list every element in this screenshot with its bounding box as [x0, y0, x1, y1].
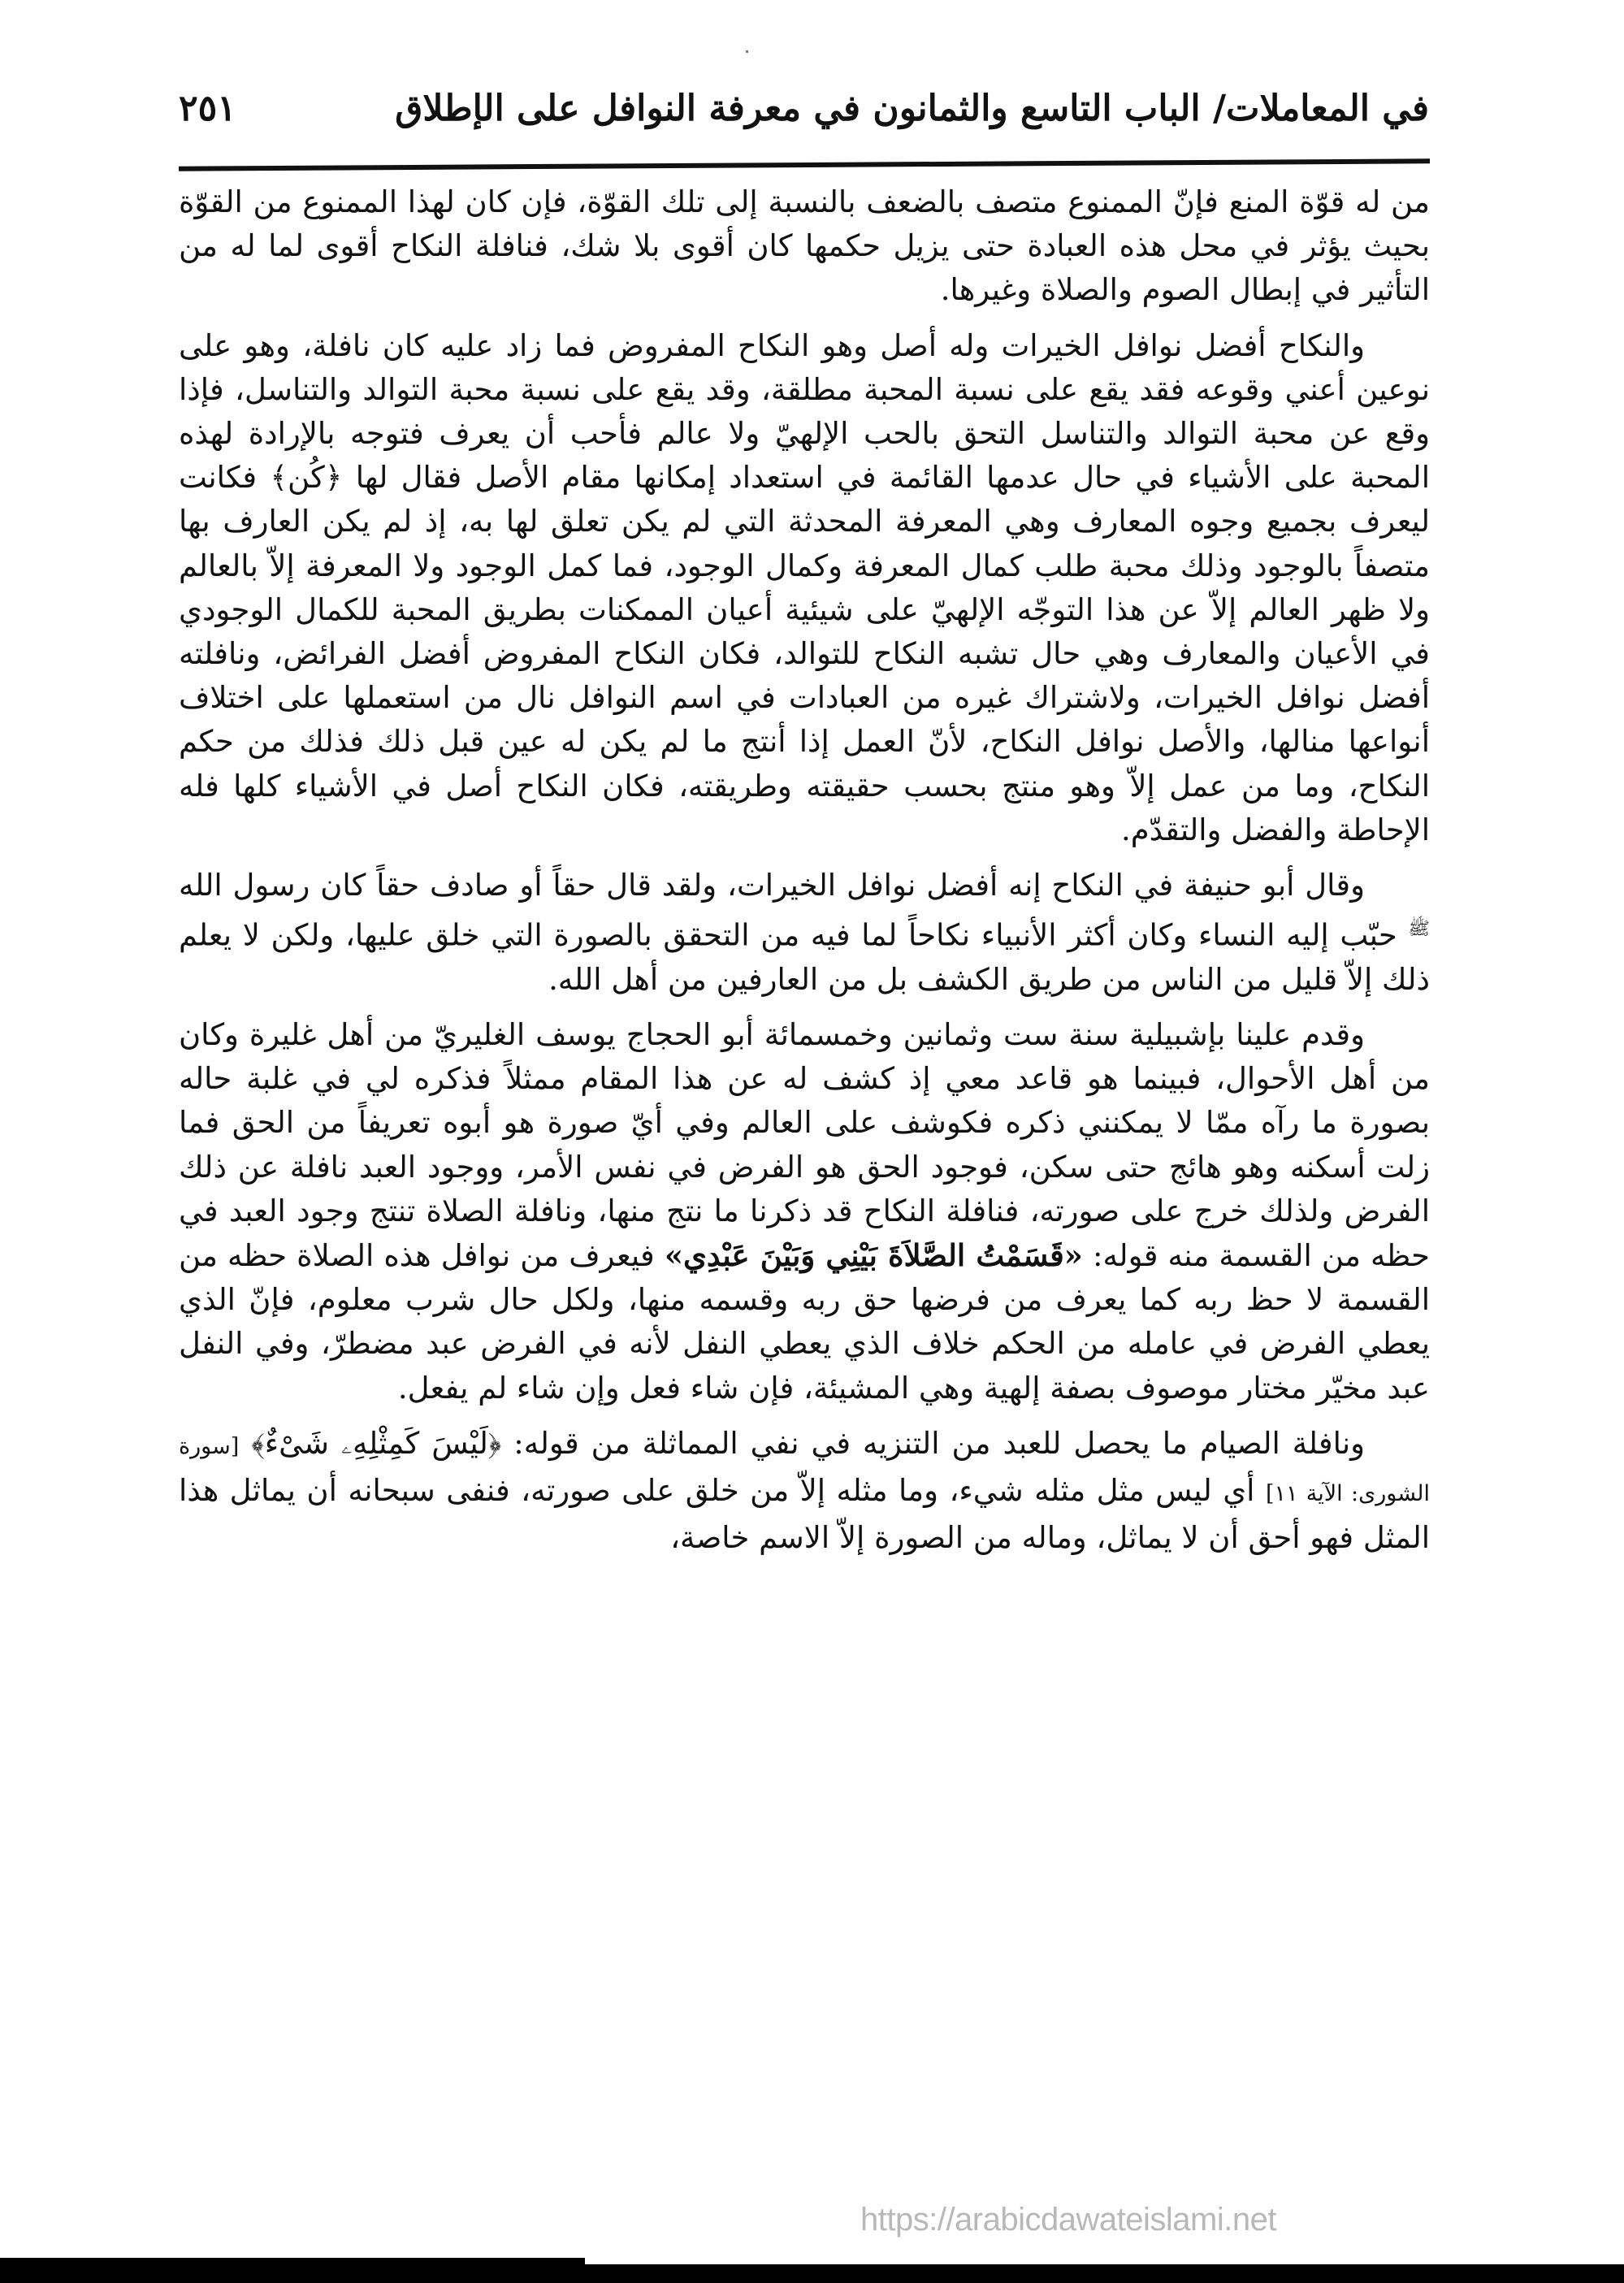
- running-title: في المعاملات/ الباب التاسع والثمانون في معرفة النوافل على الإطلاق: [395, 88, 1429, 129]
- paragraph-text: فيعرف من نوافل هذه الصلاة حظه من القسمة لا حظ ربه كما يعرف من فرضها حق ربه وقسمه منها، ولكل حال شرب معلوم، فإنّ الذي يعطي الفرض في عامله من الحكم خلاف الذي يعطي النفل لأنه في الفرض عبد مضطرّ، وفي النفل عبد مخيّر مختار موصوف بصفة إلهية وهي المشيئة، فإن شاء فعل وإن شاء لم يفعل.: [179, 1238, 1430, 1406]
- quran-reference: [سورة الشورى: الآية ١١]: [179, 1433, 1431, 1507]
- quran-quote: ﴿لَيْسَ كَمِثْلِهِۦ شَىْءٌ﴾: [251, 1425, 502, 1461]
- paragraph-3: [179, 864, 1430, 1002]
- paragraph-text: وقدم علينا بإشبيلية سنة ست وثمانين وخمسمائة أبو الحجاج يوسف الغليريّ من أهل غليرة وكان من أهل الأحوال، فبينما هو قاعد معي إذ كشف له عن هذا المقام ممثلاً فذكره لي في غلبة حاله بصورة ما رآه ممّا لا يمكنني ذكره فكوشف على العالم وفي أيّ صورة هو أبوه تعريفاً من الحق فما زلت أسكنه وهو هائج حتى سكن، فوجود الحق هو الفرض في نفس الأمر، ووجود العبد نافلة عن ذلك الفرض ولذلك خرج على صورته، فنافلة النكاح قد ذكرنا ما نتج منها، ونافلة الصلاة تنتج وجود العبد في حظه من القسمة منه قوله:: [179, 1016, 1431, 1273]
- paragraph-text: من له قوّة المنع فإنّ الممنوع متصف بالضعف بالنسبة إلى تلك القوّة، فإن كان لهذا الممنوع من القوّة بحيث يؤثر في محل هذه العبادة حتى يزيل حكمها كان أقوى بلا شك، فنافلة النكاح أقوى لما له من التأثير في إبطال الصوم والصلاة وغيرها.: [179, 184, 1430, 308]
- page-header: [179, 81, 1429, 146]
- page-number: ٢٥١: [179, 88, 236, 129]
- watermark-url: https://arabicdawateislami.net: [860, 2202, 1276, 2238]
- paragraph-text: والنكاح أفضل نوافل الخيرات وله أصل وهو النكاح المفروض فما زاد عليه كان نافلة، وهو على نوعين أعني وقوعه فقد يقع على نسبة المحبة مطلقة، وقد يقع على نسبة محبة التوالد والتناسل، فإذا وقع عن محبة التوالد والتناسل التحق بالحب الإلهيّ ولا عالم فأحب أن يعرف فتوجه بالإرادة لهذه المحبة على الأشياء في حال عدمها القائمة في استعداد إمكانها مقام الأصل فقال لها: [179, 327, 1430, 496]
- salawat-ligature: ﷺ: [1408, 919, 1430, 940]
- paragraph-text: حبّب إليه النساء وكان أكثر الأنبياء نكاحاً لما فيه من التحقق بالصورة التي خلق عليها، ولكن لا يعلم ذلك إلاّ قليل من الناس من طريق الكشف بل من العارفين من أهل الله.: [179, 917, 1430, 997]
- quran-quote: ﴿كُن﴾: [270, 460, 343, 496]
- scan-bottom-border: [0, 2264, 1624, 2283]
- body-text: [179, 180, 1430, 1571]
- paragraph-2: [179, 324, 1430, 852]
- paragraph-text: وقال أبو حنيفة في النكاح إنه أفضل نوافل الخيرات، ولقد قال حقاً أو صادف حقاً كان رسول الله: [179, 868, 1365, 903]
- paragraph-4: [179, 1013, 1430, 1410]
- header-rule: [179, 158, 1430, 171]
- scan-speck: [746, 50, 748, 53]
- paragraph-text: ونافلة الصيام ما يحصل للعبد من التنزيه في نفي المماثلة من قوله:: [513, 1425, 1366, 1461]
- paragraph-text: فكانت ليعرف بجميع وجوه المعارف وهي المعرفة المحدثة التي لم يكن تعلق لها به، إذ لم يكن العارف بها متصفاً بالوجود وذلك محبة طلب كمال المعرفة وكمال الوجود، فما كمل الوجود ولا المعرفة إلاّ بالعالم ولا ظهر العالم إلاّ عن هذا التوجّه الإلهيّ على شيئية أعيان الممكنات بطريق المحبة للكمال الوجودي في الأعيان والمعارف وهي حال تشبه النكاح للتوالد، فكان النكاح المفروض أفضل الفرائض، ونافلته أفضل نوافل الخيرات، ولاشتراك غيره من العبادات في اسم النوافل نال من استعملها على اختلاف أنواعها منالها، والأصل نوافل النكاح، لأنّ العمل إذا أنتج ما لم يكن له عين قبل ذلك فذلك من حكم النكاح، وما من عمل إلاّ وهو منتج بحسب حقيقته وطريقته، فكان النكاح أصل في الأشياء كلها فله الإحاطة والفضل والتقدّم.: [179, 460, 1430, 847]
- paragraph-text: أي ليس مثل مثله شيء، وما مثله إلاّ من خلق على صورته، فنفى سبحانه أن يماثل هذا المثل فهو أحق أن لا يماثل، وماله من الصورة إلاّ الاسم خاصة،: [179, 1473, 1430, 1556]
- paragraph-1: [179, 180, 1430, 313]
- paragraph-5: [179, 1422, 1430, 1561]
- hadith-quote: «قَسَمْتُ الصَّلاَةَ بَيْنِي وَبَيْنَ عَبْدِي»: [664, 1237, 1083, 1273]
